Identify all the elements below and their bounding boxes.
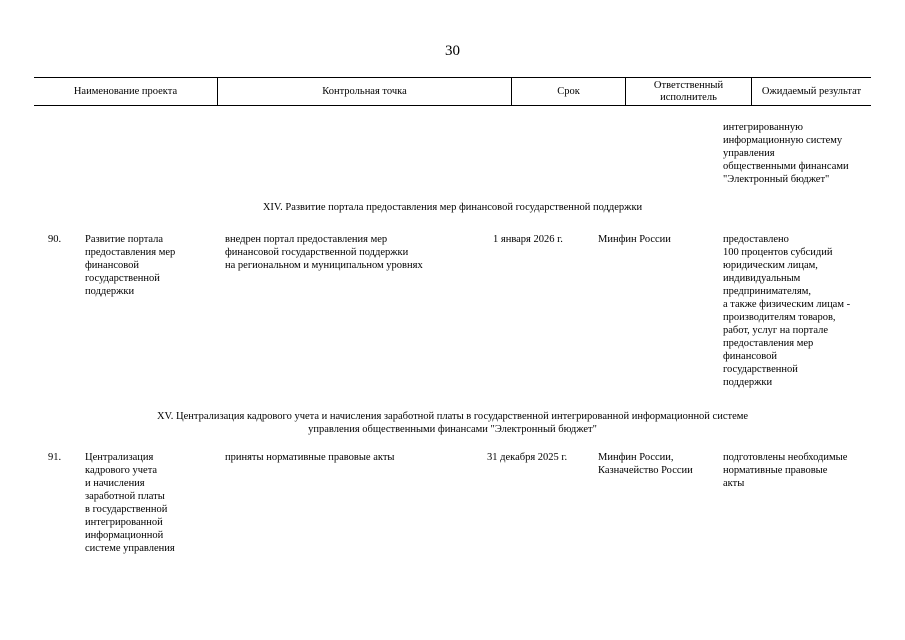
row-project-name: Централизация кадрового учета и начисления заработной платы в государственной интегрированной информационной системе управления [85, 452, 175, 554]
table-header [34, 77, 871, 106]
row-checkpoint: приняты нормативные правовые акты [225, 452, 395, 463]
row-deadline: 31 декабря 2025 г. [487, 452, 568, 463]
carryover-result: интегрированную информационную систему управления общественными финансами "Электронный бюджет" [723, 122, 849, 185]
row-responsible: Минфин России, Казначейство России [598, 452, 693, 476]
header-responsible: Ответственный исполнитель [625, 78, 751, 105]
row-number: 90. [48, 234, 62, 245]
header-name: Наименование проекта [73, 86, 178, 97]
header-result: Ожидаемый результат [751, 78, 871, 105]
row-result: предоставлено 100 процентов субсидий юридическим лицам, индивидуальным предпринимателям, а также физическим лицам - производителям товаров, работ, услуг на портале предоставления мер финансовой государственной поддержки [723, 234, 851, 388]
row-checkpoint: внедрен портал предоставления мер финансовой государственной поддержки на региональном и муниципальном уровнях [225, 234, 423, 271]
row-deadline: 1 января 2026 г. [493, 234, 563, 245]
row-project-name: Развитие портала предоставления мер финансовой государственной поддержки [85, 234, 176, 297]
row-number: 91. [48, 452, 62, 463]
section-title-xv: XV. Централизация кадрового учета и начисления заработной платы в государственной интегрированной информационной системе управления общественными финансами "Электронный бюджет" [156, 411, 749, 435]
section-title-xiv: XIV. Развитие портала предоставления мер финансовой государственной поддержки [262, 202, 643, 213]
header-deadline: Срок [511, 78, 625, 105]
page-number: 30 [445, 43, 460, 59]
row-result: подготовлены необходимые нормативные правовые акты [723, 452, 848, 489]
header-checkpoint: Контрольная точка [217, 78, 511, 105]
row-responsible: Минфин России [598, 234, 671, 245]
